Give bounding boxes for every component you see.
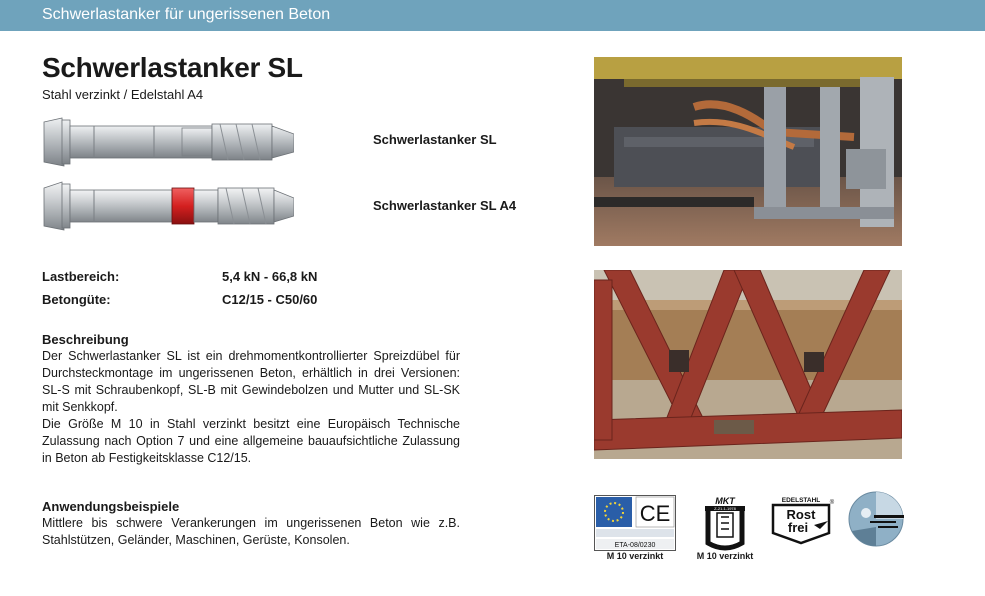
- spec-label-betonguete: Betongüte:: [42, 292, 111, 307]
- spec-value-lastbereich: 5,4 kN - 66,8 kN: [222, 269, 318, 284]
- approval-code: Z-21.1-1978: [714, 506, 736, 511]
- quality-seal-badge: [848, 491, 904, 547]
- registered-mark: ®: [829, 500, 835, 506]
- description-title: Beschreibung: [42, 332, 129, 347]
- description-text: [42, 348, 460, 467]
- dibt-badge-caption: M 10 verzinkt: [696, 551, 754, 561]
- eta-ce-badge: [594, 495, 676, 551]
- spec-value-betonguete: C12/15 - C50/60: [222, 292, 318, 307]
- description-paragraph: Der Schwerlastanker SL ist ein drehmomentkontrollierter Spreizdübel für Durchsteckmontage im ungerissenen Beton, erhältlich in drei Versionen: SL-S mit Schraubenkopf, SL-B mit Gewindebolzen und Mutter und SL-SK mit Senkkopf.: [42, 349, 460, 414]
- spec-label-lastbereich: Lastbereich:: [42, 269, 120, 284]
- frei-text: frei: [787, 520, 809, 535]
- dibt-approval-badge: [702, 495, 748, 553]
- applications-text: Mittlere bis schwere Verankerungen im ungerissenen Beton wie z.B. Stahlstützen, Geländer, Maschinen, Gerüste, Konsolen.: [42, 516, 460, 547]
- machinery-photo: [594, 57, 902, 246]
- anchor-sl-a4-image: [42, 176, 294, 236]
- steel-frame-photo: [594, 270, 902, 459]
- description-paragraph: Die Größe M 10 in Stahl verzinkt besitzt eine Europäisch Technische Zulassung nach Option 7 und eine allgemeine bauaufsichtliche Zulassung in Beton ab Festigkeitsklasse C12/15.: [42, 417, 460, 465]
- header-title: Schwerlastanker für ungerissenen Beton: [42, 6, 331, 23]
- product-subtitle: Stahl verzinkt / Edelstahl A4: [42, 87, 204, 102]
- rost-text: Rost: [786, 507, 816, 522]
- edelstahl-text: EDELSTAHL: [781, 497, 821, 504]
- product-title: Schwerlastanker SL: [42, 52, 303, 83]
- applications-title: Anwendungsbeispiele: [42, 499, 180, 514]
- mkt-logo: MKT: [715, 496, 735, 506]
- header-bar: [0, 0, 985, 31]
- ce-mark: CE: [639, 501, 671, 526]
- eu-stars-icon: [596, 497, 632, 527]
- variant-label-sl: Schwerlastanker SL: [373, 132, 497, 147]
- eta-number: ETA-08/0230: [614, 542, 656, 549]
- rostfrei-badge: [770, 495, 836, 545]
- anchor-sl-image: [42, 112, 294, 172]
- eta-badge-caption: M 10 verzinkt: [606, 551, 664, 561]
- variant-label-sl-a4: Schwerlastanker SL A4: [373, 198, 517, 213]
